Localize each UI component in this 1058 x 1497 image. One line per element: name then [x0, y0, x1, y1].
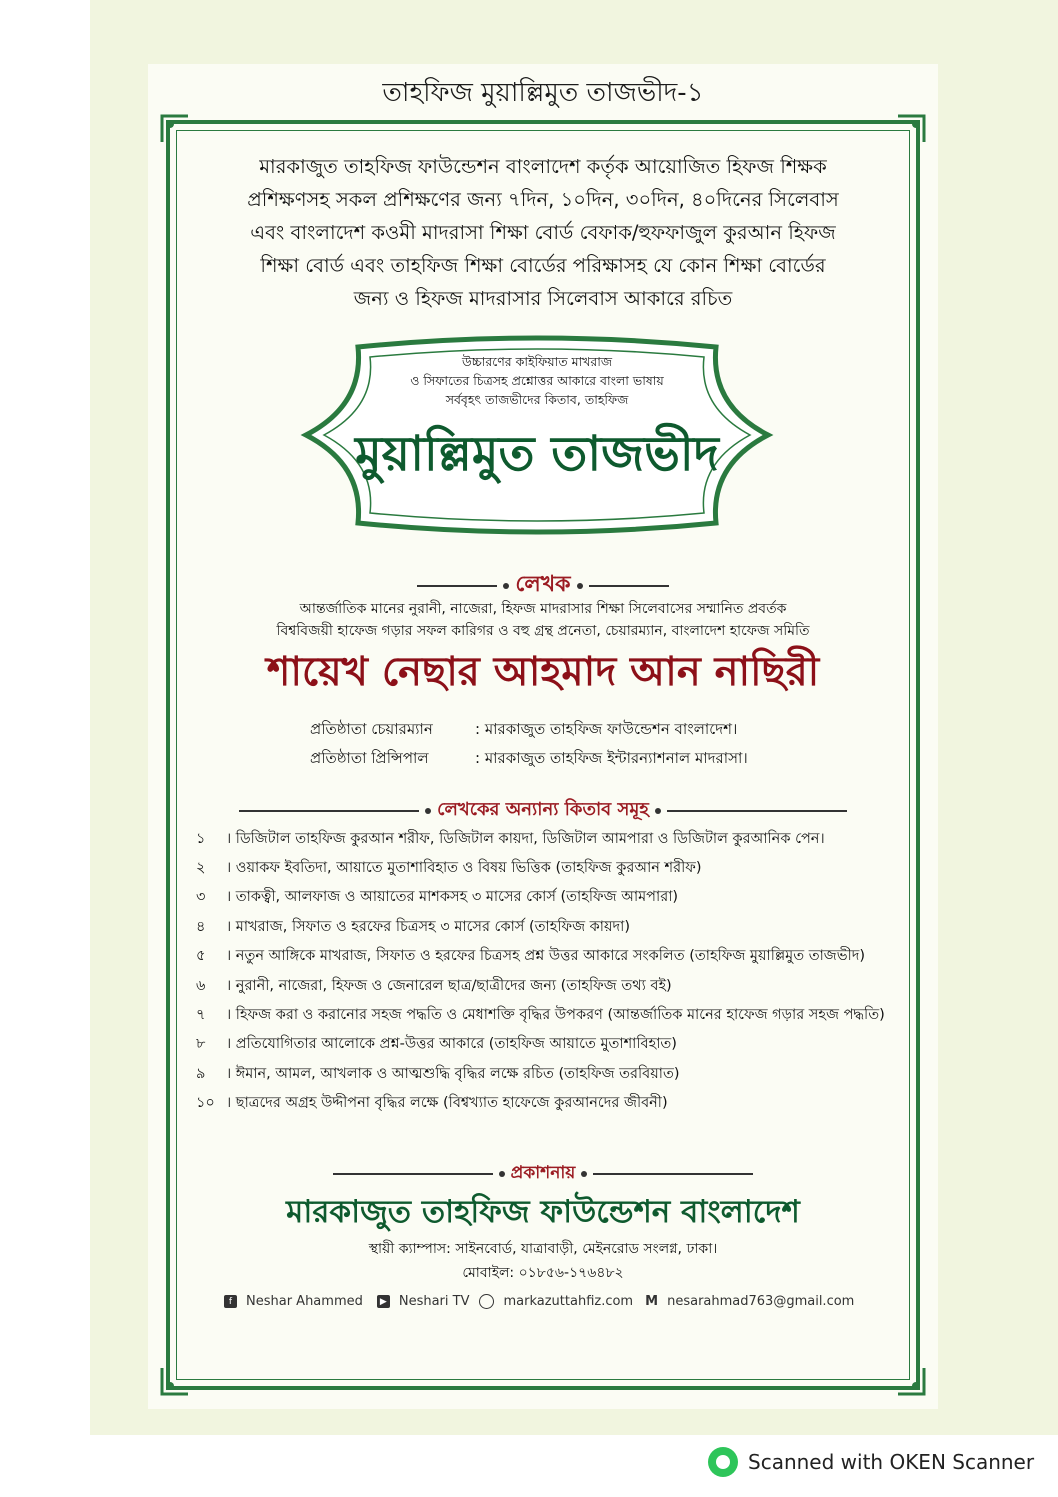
author-heading-label: লেখক — [515, 572, 571, 597]
role-label: প্রতিষ্ঠাতা চেয়ারম্যান — [310, 720, 433, 738]
divider-dot — [503, 583, 509, 589]
author-name: শায়েখ নেছার আহমাদ আন নাছিরী — [266, 649, 820, 695]
role-row — [310, 744, 748, 773]
divider-dot — [655, 808, 661, 814]
facebook-name: Neshar Ahammed — [246, 1294, 363, 1309]
list-item-text: । তাকত্বী, আলফাজ ও আয়াতের মাশকসহ ৩ মাসের কোর্স (তাহফিজ আমপারা) — [226, 889, 679, 906]
list-item-number: ৯ — [196, 1065, 206, 1082]
list-item-text: । হিফজ করা ও করানোর সহজ পদ্ধতি ও মেধাশক্তি বৃদ্ধির উপকরণ (আন্তর্জাতিক মানের হাফেজ গড়ার সহজ পদ্ধতি) — [226, 1007, 885, 1024]
intro-line: শিক্ষা বোর্ড এবং তাহফিজ শিক্ষা বোর্ডের পরিক্ষাসহ যে কোন শিক্ষা বোর্ডের — [260, 254, 826, 277]
author-description-line: বিশ্ববিজয়ী হাফেজ গড়ার সফল কারিগর ও বহু গ্রন্থ প্রনেতা, চেয়ারম্যান, বাংলাদেশ হাফেজ সমিতি — [276, 623, 810, 639]
divider-rule — [593, 1173, 753, 1175]
subtitle-line: সর্ববৃহৎ তাজভীদের কিতাব, তাহফিজ — [445, 392, 629, 407]
list-item-number: ৫ — [196, 948, 206, 965]
list-item — [196, 1031, 896, 1060]
contact-row — [224, 1294, 854, 1309]
publisher-heading — [180, 1160, 906, 1188]
mobile-line: মোবাইল: ০১৮৫৬-১৭৬৪৮২ — [462, 1265, 624, 1281]
list-item-text: । নুরানী, নাজেরা, হিফজ ও জেনারেল ছাত্র/ছাত্রীদের জন্য (তাহফিজ তথ্য বই) — [226, 977, 672, 994]
list-item-number: ৪ — [196, 918, 206, 935]
list-item — [196, 972, 896, 1001]
other-books-heading-label: লেখকের অন্যান্য কিতাব সমূহ — [437, 799, 649, 820]
series-title: তাহফিজ মুয়াল্লিমুত তাজভীদ-১ — [382, 78, 704, 108]
list-item — [196, 825, 896, 854]
mail-icon: M — [645, 1294, 659, 1309]
publisher-name: মারকাজুত তাহফিজ ফাউন্ডেশন বাংলাদেশ — [286, 1194, 800, 1230]
list-item — [196, 943, 896, 972]
book-subtitle — [300, 352, 774, 409]
globe-icon — [479, 1294, 494, 1309]
email-address: nesarahmad763@gmail.com — [667, 1294, 855, 1309]
list-item-number: ৩ — [196, 889, 206, 906]
divider-dot — [425, 808, 431, 814]
list-item-text: । নতুন আঙ্গিকে মাখরাজ, সিফাত ও হরফের চিত্রসহ প্রশ্ন উত্তর আকারে সংকলিত (তাহফিজ মুয়াল্লিমুত তাজভীদ) — [226, 948, 865, 965]
other-books-heading — [180, 795, 906, 826]
role-label: প্রতিষ্ঠাতা প্রিন্সিপাল — [310, 749, 429, 767]
list-item-text: । মাখরাজ, সিফাত ও হরফের চিত্রসহ ৩ মাসের কোর্স (তাহফিজ কায়দা) — [226, 918, 631, 935]
divider-dot — [499, 1171, 505, 1177]
author-description-line: আন্তর্জাতিক মানের নুরানী, নাজেরা, হিফজ মাদরাসার শিক্ষা সিলেবাসের সম্মানিত প্রবর্তক — [299, 601, 787, 617]
list-item-number: ৬ — [196, 977, 206, 994]
list-item-number: ১০ — [196, 1095, 215, 1112]
list-item-text: । ডিজিটাল তাহফিজ কুরআন শরীফ, ডিজিটাল কায়দা, ডিজিটাল আমপারা ও ডিজিটাল কুরআনিক পেন। — [226, 830, 825, 847]
list-item — [196, 1060, 896, 1089]
address-line: স্থায়ী ক্যাম্পাস: সাইনবোর্ড, যাত্রাবাড়ী, মেইনরোড সংলগ্ন, ঢাকা। — [368, 1241, 718, 1257]
corner-ornament-icon — [896, 114, 926, 144]
intro-paragraph — [190, 150, 896, 315]
intro-line: এবং বাংলাদেশ কওমী মাদরাসা শিক্ষা বোর্ড বেফাক/হুফফাজুল কুরআন হিফজ — [250, 221, 836, 244]
list-item — [196, 884, 896, 913]
subtitle-line: উচ্চারণের কাইফিয়াত মাখরাজ — [461, 354, 613, 369]
list-item-number: ৭ — [196, 1007, 206, 1024]
website-link: markazuttahfiz.com — [503, 1294, 634, 1309]
list-item-text: । ওয়াকফ ইবতিদা, আয়াতে মুতাশাবিহাত ও বিষয় ভিত্তিক (তাহফিজ কুরআন শরীফ) — [226, 860, 702, 877]
list-item-text: । প্রতিযোগিতার আলোকে প্রশ্ন-উত্তর আকারে (তাহফিজ আয়াতে মুতাশাবিহাত) — [226, 1036, 677, 1053]
book-title: মুয়াল্লিমুত তাজভীদ — [355, 426, 719, 482]
divider-dot — [577, 583, 583, 589]
corner-ornament-icon — [896, 1366, 926, 1396]
list-item — [196, 854, 896, 883]
list-item — [196, 913, 896, 942]
list-item — [196, 1001, 896, 1030]
author-roles — [310, 715, 748, 773]
scanner-logo-icon — [708, 1447, 738, 1477]
divider-rule — [239, 810, 419, 812]
divider-rule — [417, 585, 497, 587]
author-description — [190, 598, 896, 642]
corner-ornament-icon — [160, 114, 190, 144]
divider-dot — [581, 1171, 587, 1177]
divider-rule — [589, 585, 669, 587]
role-value: : মারকাজুত তাহফিজ ফাউন্ডেশন বাংলাদেশ। — [475, 720, 738, 738]
divider-rule — [333, 1173, 493, 1175]
intro-line: জন্য ও হিফজ মাদরাসার সিলেবাস আকারে রচিত — [353, 287, 733, 310]
youtube-channel: Neshari TV — [398, 1294, 470, 1309]
other-books-list — [196, 825, 896, 1119]
role-value: : মারকাজুত তাহফিজ ইন্টারন্যাশনাল মাদরাসা। — [475, 749, 748, 767]
subtitle-line: ও সিফাতের চিত্রসহ প্রশ্নোত্তর আকারে বাংলা ভাষায় — [410, 373, 664, 388]
publisher-address — [190, 1237, 896, 1285]
youtube-icon: ▶ — [377, 1295, 390, 1308]
scanner-label: Scanned with OKEN Scanner — [748, 1450, 1035, 1474]
list-item-number: ৮ — [196, 1036, 206, 1053]
list-item — [196, 1090, 896, 1119]
list-item-text: । ছাত্রদের অগ্রহ উদ্দীপনা বৃদ্ধির লক্ষে (বিশ্বখ্যাত হাফেজে কুরআনদের জীবনী) — [226, 1095, 668, 1112]
corner-ornament-icon — [160, 1366, 190, 1396]
role-row — [310, 715, 748, 744]
publisher-heading-label: প্রকাশনায় — [510, 1163, 576, 1183]
intro-line: মারকাজুত তাহফিজ ফাউন্ডেশন বাংলাদেশ কর্তৃক আয়োজিত হিফজ শিক্ষক — [259, 155, 827, 178]
facebook-icon: f — [224, 1295, 237, 1308]
intro-line: প্রশিক্ষণসহ সকল প্রশিক্ষণের জন্য ৭দিন, ১০দিন, ৩০দিন, ৪০দিনের সিলেবাস — [247, 188, 839, 211]
scanner-watermark — [708, 1447, 1034, 1477]
list-item-text: । ঈমান, আমল, আখলাক ও আত্মশুদ্ধি বৃদ্ধির লক্ষে রচিত (তাহফিজ তরবিয়াত) — [226, 1065, 680, 1082]
list-item-number: ২ — [196, 860, 206, 877]
divider-rule — [667, 810, 847, 812]
list-item-number: ১ — [196, 830, 206, 847]
